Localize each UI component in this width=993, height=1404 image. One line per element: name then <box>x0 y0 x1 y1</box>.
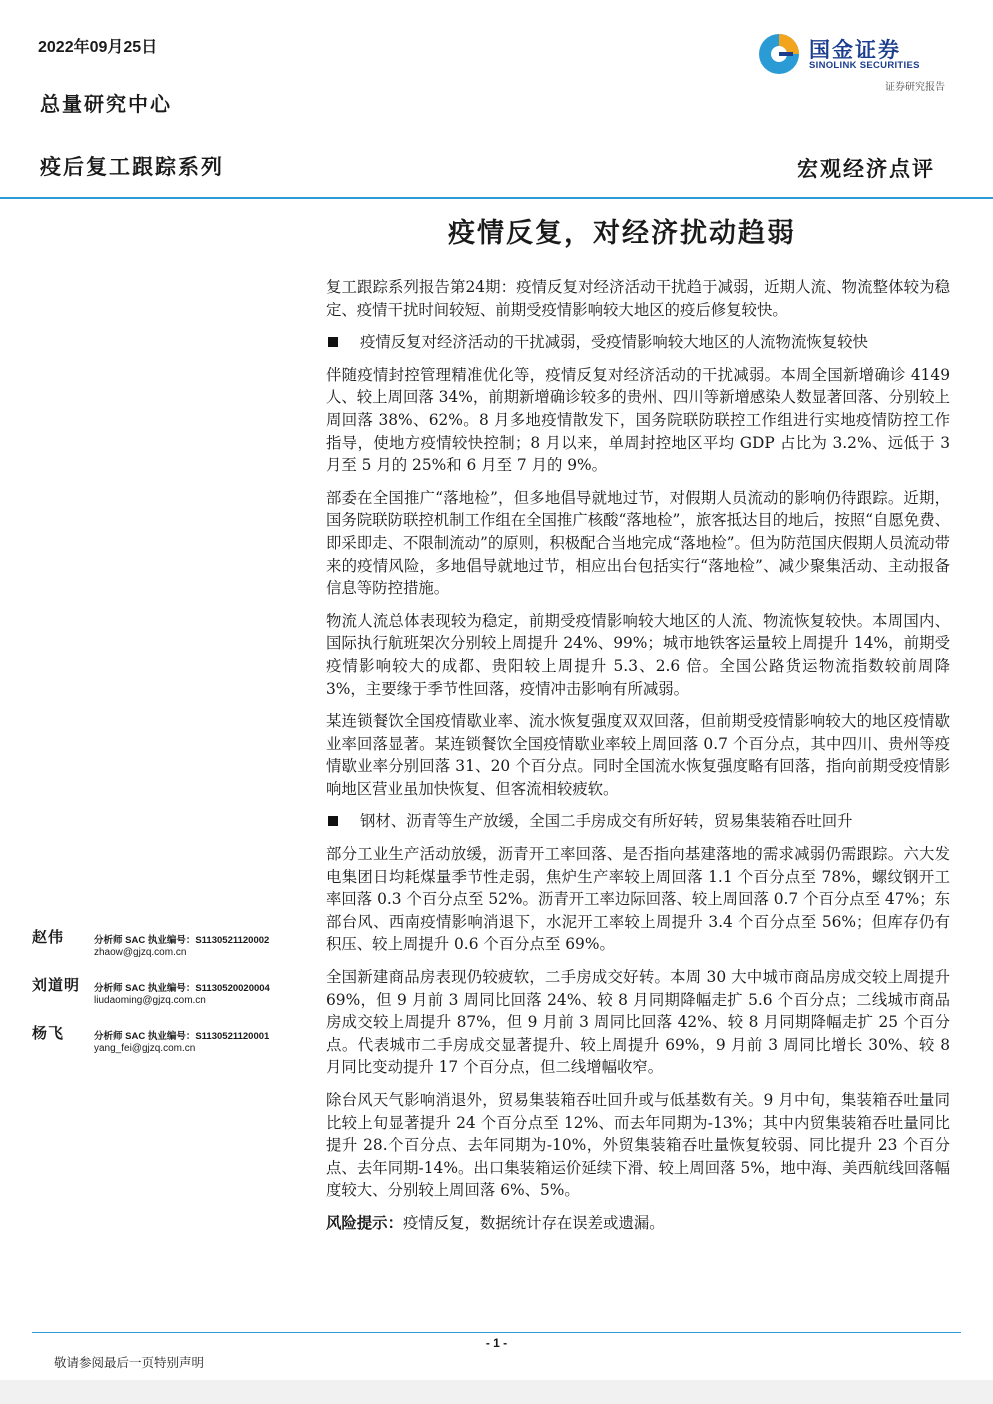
logo-text-cn: 国金证券 <box>809 38 901 62</box>
page-number: - 1 - <box>485 1336 508 1350</box>
analyst-email[interactable]: yang_fei@gjzq.com.cn <box>94 1043 196 1054</box>
analyst-email[interactable]: zhaow@gjzq.com.cn <box>94 947 187 958</box>
report-title: 疫情反复，对经济扰动趋弱 <box>448 218 796 249</box>
analyst-entry <box>32 974 312 1022</box>
report-body <box>326 276 950 1245</box>
analyst-entry <box>32 926 312 974</box>
analyst-list <box>32 926 312 1070</box>
company-logo <box>757 32 947 82</box>
risk-label: 风险提示： <box>326 1213 403 1232</box>
analyst-sac-number: 分析师 SAC 执业编号：S1130521120002 <box>94 935 270 946</box>
analyst-sac-number: 分析师 SAC 执业编号：S1130520020004 <box>94 983 270 994</box>
bullet-square-icon <box>328 816 338 826</box>
header-divider <box>0 197 993 199</box>
section-heading-text: 疫情反复对经济活动的干扰减弱，受疫情影响较大地区的人流物流恢复较快 <box>360 333 868 352</box>
risk-paragraph <box>326 1212 950 1235</box>
analyst-entry <box>32 1022 312 1070</box>
category-label: 宏观经济点评 <box>797 156 935 181</box>
section-heading-1 <box>326 331 950 354</box>
intro-paragraph: 复工跟踪系列报告第24期：疫情反复对经济活动干扰趋于减弱，近期人流、物流整体较为稳定、疫情干扰时间较短、前期受疫情影响较大地区的疫后修复较快。 <box>326 278 950 319</box>
footer-divider <box>32 1332 961 1333</box>
paragraph: 全国新建商品房表现仍较疲软，二手房成交好转。本周 30 大中城市商品房成交较上周提升 69%，但 9 月前 3 周同比回落 24%、较 8 月同期降幅走扩 5.6 个百分点；二线城市商品房成交较上周提升 87%，但 9 月前 3 周同比回落 42%、较 8 月同期降幅走扩 25 个百分点。代表城市二手房成交显著提升、较上周提升 69%，9 月前 3 周同比增长 30%、较 8 月同比变动提升 17 个百分点，但二线增幅收窄。 <box>326 968 950 1077</box>
report-date: 2022年09月25日 <box>38 39 158 56</box>
risk-text: 疫情反复，数据统计存在误差或遗漏。 <box>402 1213 665 1232</box>
report-type-label: 证券研究报告 <box>885 82 945 93</box>
section-heading-text: 钢材、沥青等生产放缓，全国二手房成交有所好转，贸易集装箱吞吐回升 <box>360 812 853 831</box>
analyst-name: 赵伟 <box>32 928 65 946</box>
bullet-square-icon <box>328 337 338 347</box>
paragraph: 部分工业生产活动放缓，沥青开工率回落、是否指向基建落地的需求减弱仍需跟踪。六大发电集团日均耗煤量季节性走弱，焦炉生产率较上周回落 1.1 个百分点至 78%，螺纹钢开工率回落 0.3 个百分点至 52%。沥青开工率边际回落、较上周回落 0.7 个百分点至 47%；东部台风、西南疫情影响消退下，水泥开工率较上周提升 3.4 个百分点至 56%；但库存仍有积压、较上周提升 0.6 个百分点至 69%。 <box>326 845 950 954</box>
paragraph: 伴随疫情封控管理精准优化等，疫情反复对经济活动的干扰减弱。本周全国新增确诊 4149 人、较上周回落 34%，前期新增确诊较多的贵州、四川等新增感染人数显著回落、分别较上周回落 38%、62%。8 月多地疫情散发下，国务院联防联控工作组进行实地疫情防控工作指导，使地方疫情较快控制；8 月以来，单周封控地区平均 GDP 占比为 3.2%、远低于 3 月至 5 月的 25%和 6 月至 7 月的 9%。 <box>326 365 950 475</box>
section-heading-2 <box>326 810 950 833</box>
paragraph: 除台风天气影响消退外，贸易集装箱吞吐回升或与低基数有关。9 月中旬，集装箱吞吐量同比较上旬显著提升 24 个百分点至 12%、而去年同期为-13%；其中内贸集装箱吞吐量同比提升 28.个百分点、去年同期为-10%，外贸集装箱吞吐量恢复较弱、同比提升 23 个百分点、去年同期-14%。出口集装箱运价延续下滑、较上周回落 5%，地中海、美西航线回落幅度较大、分别较上周回落 6%、5%。 <box>326 1091 950 1200</box>
analyst-name: 杨飞 <box>32 1024 65 1042</box>
analyst-email[interactable]: liudaoming@gjzq.com.cn <box>94 995 206 1006</box>
analyst-name: 刘道明 <box>32 976 81 994</box>
analyst-sac-number: 分析师 SAC 执业编号：S1130521120001 <box>94 1031 270 1042</box>
paragraph: 物流人流总体表现较为稳定，前期受疫情影响较大地区的人流、物流恢复较快。本周国内、国际执行航班架次分别较上周提升 24%、99%；城市地铁客运量较上周提升 14%，前期受疫情影响较大的成都、贵阳较上周提升 5.3、2.6 倍。全国公路货运物流指数较前周降 3%，主要缘于季节性回落，疫情冲击影响有所减弱。 <box>326 611 950 698</box>
sinolink-logo-icon <box>757 32 801 76</box>
page-bottom-band <box>0 1380 993 1404</box>
logo-text-en: SINOLINK SECURITIES <box>809 60 920 71</box>
footer-disclaimer: 敬请参阅最后一页特别声明 <box>54 1355 205 1370</box>
paragraph: 某连锁餐饮全国疫情歇业率、流水恢复强度双双回落，但前期受疫情影响较大的地区疫情歇业率回落显著。某连锁餐饮全国疫情歇业率较上周回落 0.7 个百分点，其中四川、贵州等疫情歇业率分别回落 31、20 个百分点。同时全国流水恢复强度略有回落，指向前期受疫情影响地区营业虽加快恢复、但客流相较疲软。 <box>326 712 950 798</box>
series-label: 疫后复工跟踪系列 <box>40 154 224 179</box>
department-label: 总量研究中心 <box>40 92 172 116</box>
paragraph: 部委在全国推广“落地检”，但多地倡导就地过节，对假期人员流动的影响仍待跟踪。近期，国务院联防联控机制工作组在全国推广核酸“落地检”，旅客抵达目的地后，按照“自愿免费、即采即走、不限制流动”的原则，积极配合当地完成“落地检”。但为防范国庆假期人员流动带来的疫情风险，多地倡导就地过节，相应出台包括实行“落地检”、减少聚集活动、主动报备信息等防控措施。 <box>326 488 950 598</box>
